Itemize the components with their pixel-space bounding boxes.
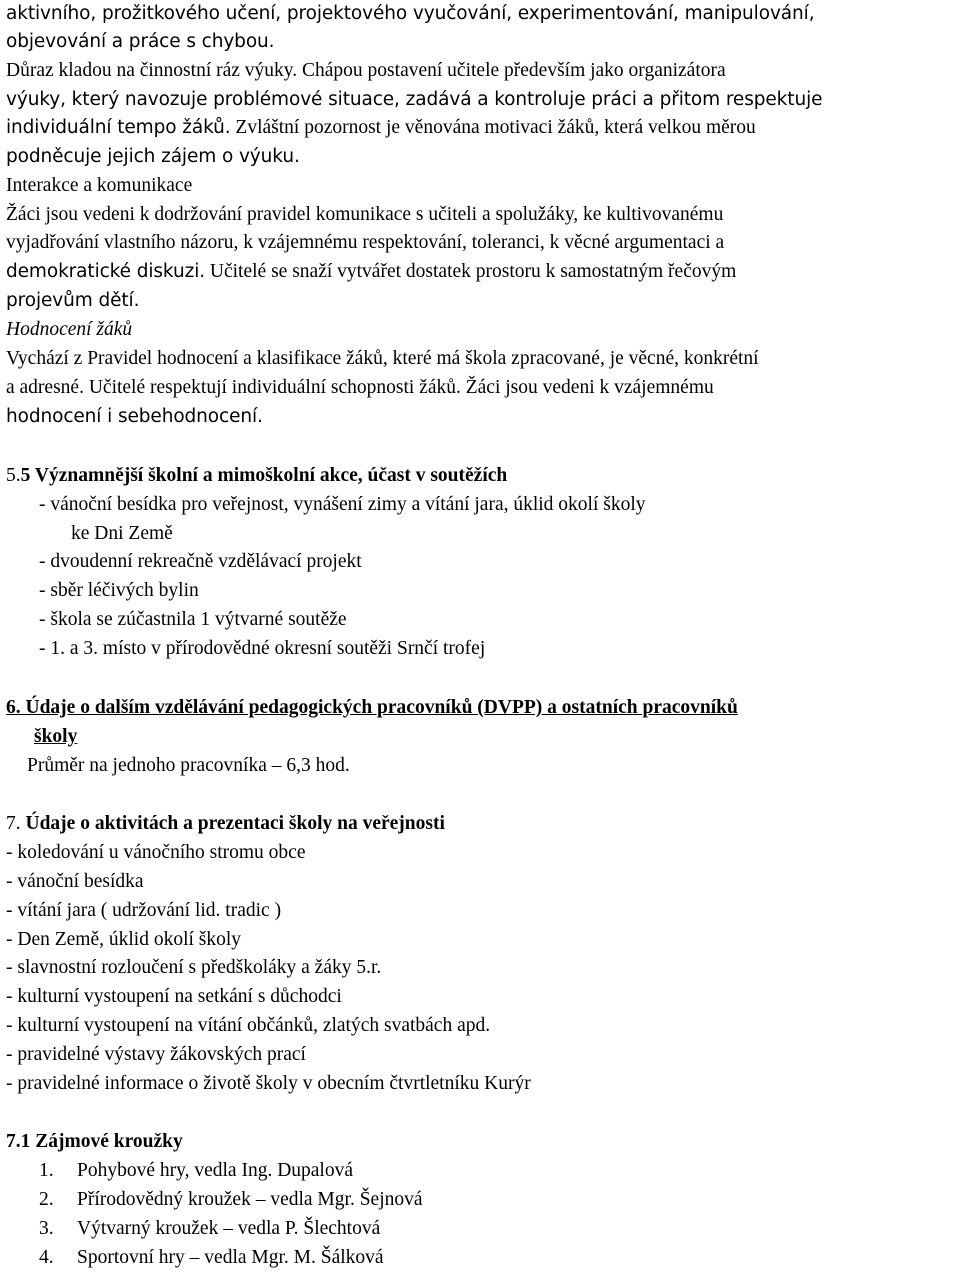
- text-line: Žáci jsou vedeni k dodržování pravidel komunikace s učiteli a spolužáky, ke kultivovanému: [6, 204, 724, 225]
- list-item: - škola se zúčastnila 1 výtvarné soutěže: [39, 609, 347, 630]
- text-span: demokratické diskuzi.: [6, 261, 206, 282]
- item-number: 4.: [39, 1247, 54, 1268]
- list-item: - Den Země, úklid okolí školy: [6, 929, 242, 950]
- text-line: [6, 113, 756, 142]
- section-heading-6: 6. Údaje o dalším vzdělávání pedagogických pracovníků (DVPP) a ostatních pracovníků: [6, 697, 738, 718]
- section-heading-hodnoceni: Hodnocení žáků: [6, 319, 133, 340]
- list-item: - vánoční besídka pro veřejnost, vynášení zimy a vítání jara, úklid okolí školy: [39, 494, 646, 515]
- item-number: 3.: [39, 1218, 54, 1239]
- numbered-item: [39, 1214, 381, 1243]
- text-line: objevování a práce s chybou.: [6, 31, 275, 52]
- text-line: projevům dětí.: [6, 290, 140, 311]
- text-line: Průměr na jednoho pracovníka – 6,3 hod.: [27, 755, 350, 776]
- section-number: 7.: [6, 813, 26, 834]
- list-item: - vítání jara ( udržování lid. tradic ): [6, 900, 282, 921]
- text-span: individuální tempo žáků.: [6, 117, 231, 138]
- text-span: Učitelé se snaží vytvářet dostatek prostoru k samostatným řečovým: [205, 261, 737, 282]
- list-item: - kulturní vystoupení na setkání s důchodci: [6, 986, 342, 1007]
- text-line: Důraz kladou na činnostní ráz výuky. Chápou postavení učitele především jako organizátora: [6, 60, 726, 81]
- section-title: Údaje o aktivitách a prezentaci školy na veřejnosti: [25, 813, 445, 834]
- text-line: hodnocení i sebehodnocení.: [6, 406, 263, 427]
- list-item: - sběr léčivých bylin: [39, 580, 199, 601]
- item-text: Přírodovědný kroužek – vedla Mgr. Šejnová: [77, 1189, 423, 1210]
- item-text: Pohybové hry, vedla Ing. Dupalová: [77, 1160, 354, 1181]
- item-text: Sportovní hry – vedla Mgr. M. Šálková: [77, 1247, 384, 1268]
- list-item: - pravidelné výstavy žákovských prací: [6, 1044, 306, 1065]
- list-item: - koledování u vánočního stromu obce: [6, 842, 306, 863]
- text-line: výuky, který navozuje problémové situace, zadává a kontroluje práci a přitom respektuje: [6, 89, 823, 110]
- text-line: a adresné. Učitelé respektují individuální schopnosti žáků. Žáci jsou vedeni k vzájemnému: [6, 377, 714, 398]
- item-text: Výtvarný kroužek – vedla P. Šlechtová: [77, 1218, 381, 1239]
- section-title: 5 Významnější školní a mimoškolní akce, účast v soutěžích: [20, 465, 508, 486]
- text-span: Zvláštní pozornost je věnována motivaci žáků, která velkou měrou: [230, 117, 756, 138]
- numbered-item: [39, 1156, 354, 1185]
- list-item: - kulturní vystoupení na vítání občánků, zlatých svatbách apd.: [6, 1015, 491, 1036]
- text-line: vyjadřování vlastního názoru, k vzájemnému respektování, toleranci, k věcné argumentaci a: [6, 232, 725, 253]
- section-heading-7: [6, 809, 445, 838]
- section-number: 5.: [6, 465, 21, 486]
- section-heading-7-1: 7.1 Zájmové kroužky: [6, 1131, 183, 1152]
- text-line: Vychází z Pravidel hodnocení a klasifikace žáků, které má škola zpracované, je věcné, konkrétní: [6, 348, 759, 369]
- list-item: ke Dni Země: [71, 523, 173, 544]
- text-line: [6, 257, 736, 286]
- section-heading-6-cont: školy: [34, 726, 78, 747]
- numbered-item: [39, 1185, 423, 1214]
- list-item: - dvoudenní rekreačně vzdělávací projekt: [39, 551, 362, 572]
- section-heading-interakce: Interakce a komunikace: [6, 175, 193, 196]
- section-heading-5-5: [6, 461, 507, 490]
- list-item: - pravidelné informace o životě školy v obecním čtvrtletníku Kurýr: [6, 1073, 531, 1094]
- numbered-item: [39, 1243, 384, 1272]
- text-line: aktivního, prožitkového učení, projektového vyučování, experimentování, manipulování,: [6, 3, 815, 24]
- list-item: - vánoční besídka: [6, 871, 144, 892]
- list-item: - slavnostní rozloučení s předškoláky a žáky 5.r.: [6, 957, 382, 978]
- list-item: - 1. a 3. místo v přírodovědné okresní soutěži Srnčí trofej: [39, 638, 486, 659]
- text-line: podněcuje jejich zájem o výuku.: [6, 146, 300, 167]
- item-number: 1.: [39, 1160, 54, 1181]
- item-number: 2.: [39, 1189, 54, 1210]
